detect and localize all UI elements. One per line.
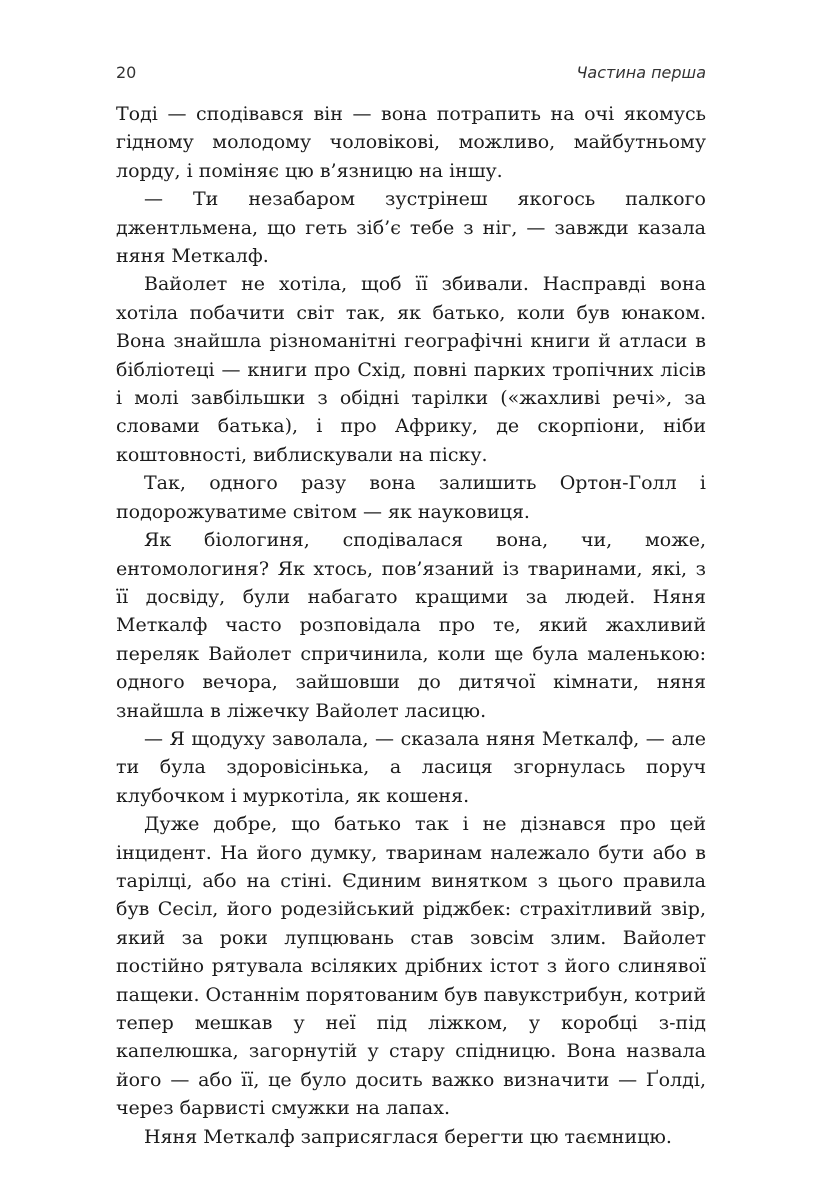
body-text — [116, 100, 706, 1151]
running-head: Частина перша — [576, 63, 706, 82]
page-number: 20 — [116, 63, 137, 82]
page-header — [116, 63, 706, 87]
paragraph: Няня Меткалф заприсяглася берегти цю таємницю. — [144, 1125, 672, 1148]
paragraph: Вайолет не хотіла, щоб її збивали. Насправді вона хотіла побачити світ так, як батько, коли був юнаком. Вона знайшла різноманітні географічні книги й атласи в бібліотеці — книги про Схід, повні парких тропічних лісів і молі завбільшки з обідні тарілки («жахливі речі», за словами батька), і про Африку, де скорпіони, ніби коштовності, виблискували на піску. — [116, 273, 706, 466]
paragraph: Так, одного разу вона залишить Ортон-Голл і подорожуватиме світом — як науковиця. — [116, 472, 706, 523]
paragraph: — Ти незабаром зустрінеш якогось палкого джентльмена, що геть зіб’є тебе з ніг, — завжди казала няня Меткалф. — [116, 188, 706, 268]
paragraph: — Я щодуху заволала, — сказала няня Меткалф, — але ти була здоровісінька, а ласиця згорнулась поруч клубочком і муркотіла, як кошеня. — [116, 727, 706, 807]
paragraph: Як біологиня, сподівалася вона, чи, може, ентомологиня? Як хтось, пов’язаний із тваринами, які, з її досвіду, були набагато кращими за людей. Няня Меткалф часто розповідала про те, який жахливий переляк Вайолет спричинила, коли ще була маленькою: одного вечора, зайшовши до дитячої кімнати, няня знайшла в ліжечку Вайолет ласицю. — [116, 529, 706, 722]
paragraph: Тоді — сподівався він — вона потрапить на очі якомусь гідному молодому чоловікові, можливо, майбутньому лорду, і поміняє цю в’язницю на іншу. — [116, 103, 706, 182]
paragraph: Дуже добре, що батько так і не дізнався про цей інцидент. На його думку, тваринам належало бути або в тарілці, або на стіні. Єдиним винятком з цього правила був Сесіл, його родезійський ріджбек: страхітливий звір, який за роки лупцювань став зовсім злим. Вайолет постійно рятувала всіляких дрібних істот з його слинявої пащеки. Останнім порятованим був павукстрибун, котрий тепер мешкав у неї під ліжком, у коробці з-під капелюшка, загорнутій у стару спідницю. Вона назвала його — або її, це було досить важко визначити — Ґолді, через барвисті смужки на лапах. — [116, 813, 706, 1120]
